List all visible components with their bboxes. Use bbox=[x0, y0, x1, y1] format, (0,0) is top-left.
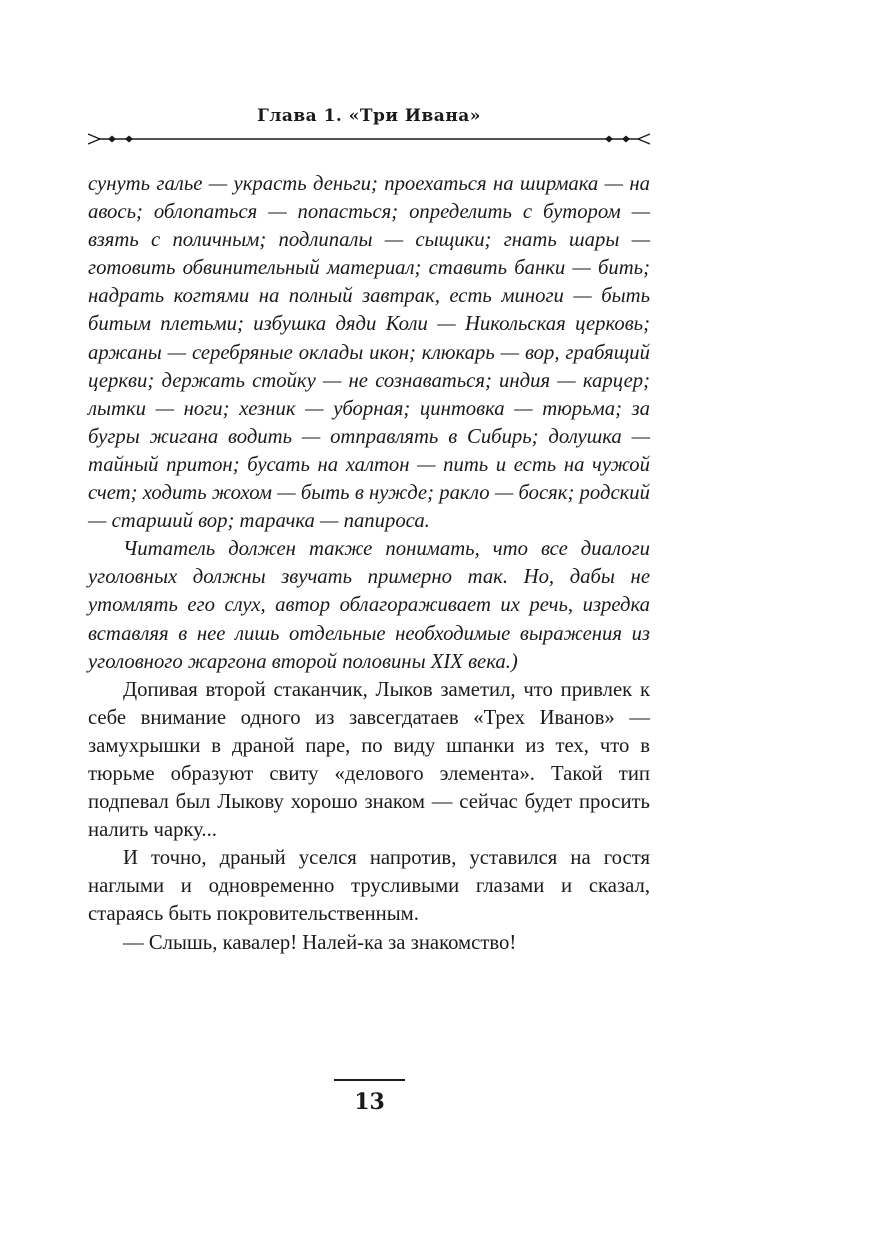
paragraph-author-note: Читатель должен также понимать, что все диалоги уголовных должны звучать примерно так. Но, дабы не утомлять его слух, автор облагораживает их речь, изредка вставляя в нее лишь отдельные необходимые выражения из уголовного жаргона второй половины XIX века.) bbox=[88, 538, 650, 673]
paragraph-narrative: И точно, драный уселся напротив, уставился на гостя наглыми и одновременно трусливыми глазами и сказал, стараясь быть покровительственным. bbox=[88, 847, 650, 926]
paragraph-dialogue: — Слышь, кавалер! Налей-ка за знакомство! bbox=[123, 931, 517, 954]
page-footer bbox=[334, 1079, 405, 1115]
body-text bbox=[88, 170, 650, 957]
paragraph-narrative: Допивая второй стаканчик, Лыков заметил, что привлек к себе внимание одного из завсегдатаев «Трех Иванов» — замухрышки в драной паре, по виду шпанки из тех, что в тюрьме образуют свиту «делового элемента». Такой тип подпевал был Лыкову хорошо знаком — сейчас будет просить налить чарку... bbox=[88, 678, 650, 842]
page-number: 13 bbox=[354, 1089, 385, 1115]
ornamental-rule bbox=[88, 132, 650, 146]
footer-rule bbox=[334, 1079, 405, 1081]
paragraph-glossary: сунуть галье — украсть деньги; проехаться на ширмака — на авось; облопаться — попасться; определить с бутором — взять с поличным; подлипалы — сыщики; гнать шары — готовить обвинительный материал; ставить банки — бить; надрать когтями на полный завтрак, есть миноги — быть битым плетьми; избушка дяди Коли — Никольская церковь; аржаны — серебряные оклады икон; клюкарь — вор, грабящий церкви; держать стойку — не сознаваться; индия — карцер; лытки — ноги; хезник — уборная; цинтовка — тюрьма; за бугры жигана водить — отправлять в Сибирь; долушка — тайный притон; бусать на халтон — пить и есть на чужой счет; ходить жохом — быть в нужде; ракло — босяк; родский — старший вор; тарачка — папироса. bbox=[88, 173, 650, 533]
chapter-title: Глава 1. «Три Ивана» bbox=[257, 106, 481, 126]
running-header bbox=[88, 104, 650, 146]
